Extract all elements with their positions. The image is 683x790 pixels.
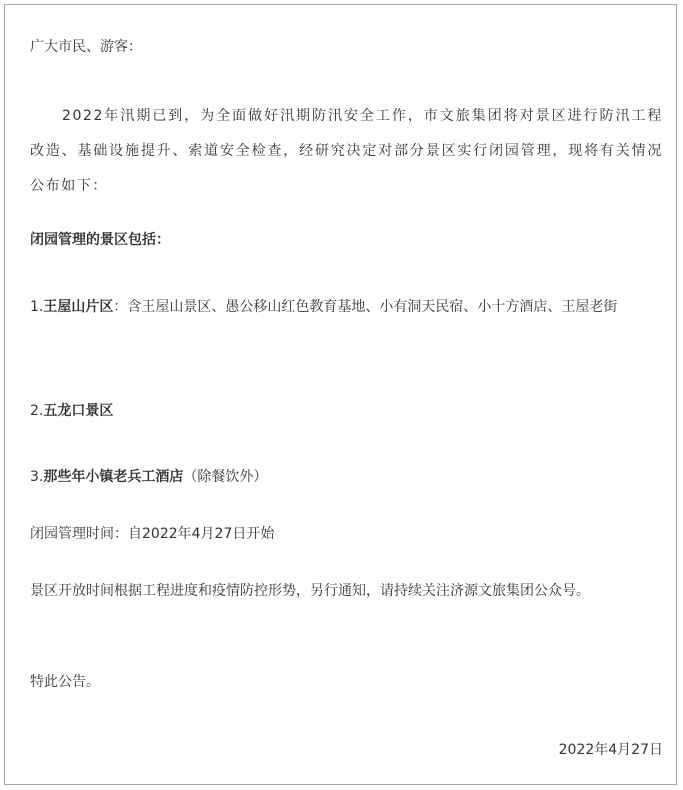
closing-remark: 特此公告。 [30,674,100,690]
closure-time: 闭园管理时间：自2022年4月27日开始 [30,526,275,542]
scope-heading: 闭园管理的景区包括： [30,232,170,248]
reopen-note: 景区开放时间根据工程进度和疫情防控形势，另行通知，请持续关注济源文旅集团公众号。 [30,583,590,599]
notice-date: 2022年4月27日 [558,742,663,758]
list-item: 1.王屋山片区：含王屋山景区、愚公移山红色教育基地、小有洞天民宿、小十方酒店、王屋老街 [30,299,618,315]
list-item: 3.那些年小镇老兵工酒店（除餐饮外） [30,469,268,485]
notice-frame [4,4,677,785]
salutation: 广大市民、游客： [30,39,142,55]
intro-paragraph: 2022年汛期已到，为全面做好汛期防汛安全工作，市文旅集团将对景区进行防汛工程改造、基础设施提升、索道安全检查，经研究决定对部分景区实行闭园管理，现将有关情况公布如下： [30,108,663,194]
list-item: 2.五龙口景区 [30,403,114,419]
